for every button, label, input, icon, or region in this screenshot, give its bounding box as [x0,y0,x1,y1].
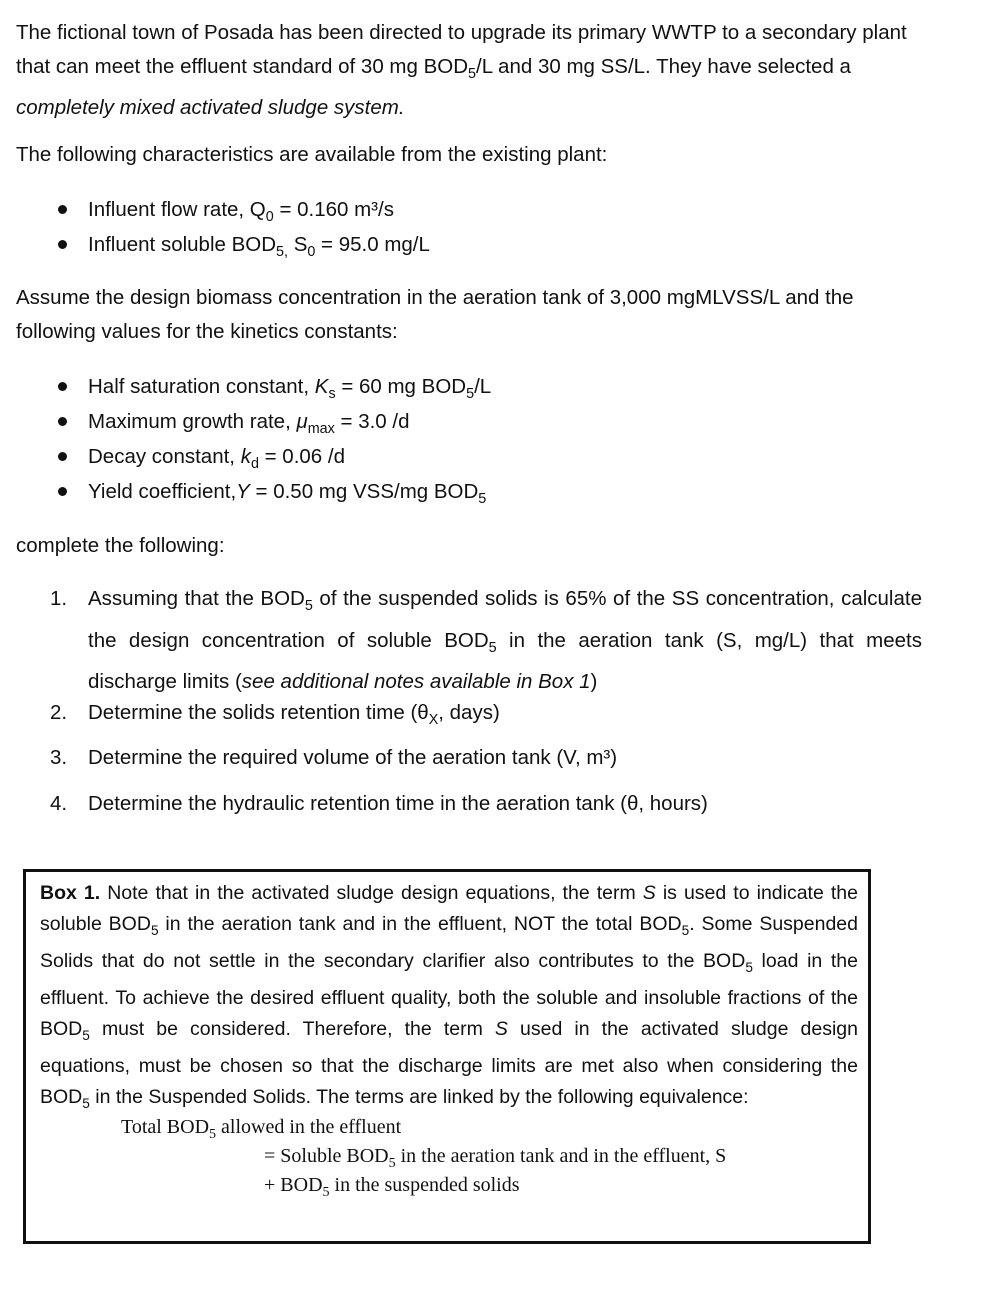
question-4 [50,787,922,821]
question-number: 4. [50,792,68,815]
question-text: Determine the hydraulic retention time in the aeration tank (θ, hours) [88,792,708,815]
bullet-icon [58,205,67,214]
intro-text-b: /L and 30 mg SS/L. They have selected a [476,54,851,78]
bullet-icon [58,452,67,461]
complete-heading: complete the following: [16,534,225,557]
yield-coefficient: Yield coefficient,Y = 0.50 mg VSS/mg $BOD_5$ [88,480,487,508]
question-3 [50,741,922,775]
sub-5: 5 [468,65,477,82]
equation-line-2: = Soluble $BOD_5$ in the aeration tank and in the effluent, S [264,1145,727,1171]
maximum-growth-rate: Maximum growth rate, $\mu_{max} = 3.0$ /d [88,410,410,438]
bullet-icon [58,417,67,426]
system-type: completely mixed activated sludge system [16,96,399,120]
influent-soluble-bod: Influent soluble $BOD_{5,}$ $S_0 = 95.0$ mg/L [88,233,430,261]
question-number: 3. [50,746,68,769]
question-text: Determine the required volume of the aeration tank (V, m³) [88,746,618,769]
assume-paragraph: Assume the design biomass concentration in the aeration tank of 3,000 mgMLVSS/L and the following values for the kinetics constants: [16,286,854,343]
bullet-icon [58,240,67,249]
question-2 [50,696,922,738]
characteristics-heading: The following characteristics are available from the existing plant: [16,143,608,166]
box-1 [23,869,871,1244]
bullet-icon [58,487,67,496]
decay-constant: Decay constant, $k_d = 0.06$ /d [88,445,345,473]
question-number: 1. [50,587,68,610]
box-1-text: Box 1. Note that in the activated sludge design equations, the term S is used to indicate the soluble $BOD_5$ in the aeration tank and in the effluent, NOT the total $BOD_5$. Some Suspended Solids that do not settle in the secondary clarifier also contributes to the $BOD_5$ load in the effluent. To achieve the desired effluent quality, both the soluble and insoluble fractions of the $BOD_5$ must be considered. Therefore, the term S used in the activated sludge design equations, must be chosen so that the discharge limits are met also when considering the $BOD_5$ in the Suspended Solids. The terms are linked by the following equivalence: [40,882,858,1111]
equation-line-3: + $BOD_5$ in the suspended solids [264,1174,520,1200]
intro-paragraph [16,16,921,125]
question-text: Determine the solids retention time ($\theta_X$, days) [88,701,500,729]
intro-text-a: The fictional town of Posada has been directed to upgrade its primary WWTP to a secondary plant that can meet the effluent standard of 30 mg BOD [16,21,907,78]
question-1 [50,582,922,699]
intro-end: . [398,96,405,120]
question-text: Assuming that the $BOD_5$ of the suspended solids is 65% of the SS concentration, calculate the design concentration of soluble $BOD_5$ in the aeration tank (S, mg/L) that meets discharge limits (see additional notes available in Box 1) [88,587,922,694]
bullet-icon [58,382,67,391]
half-saturation-constant: Half saturation constant, $K_s = 60$ mg $BOD_5/L$ [88,375,492,403]
influent-flow-rate: Influent flow rate, $Q_0 = 0.160$ m³/s [88,198,394,226]
equation-line-1: Total $BOD_5$ allowed in the effluent [121,1116,402,1142]
question-number: 2. [50,701,68,724]
box-label: Box 1. [40,882,101,904]
